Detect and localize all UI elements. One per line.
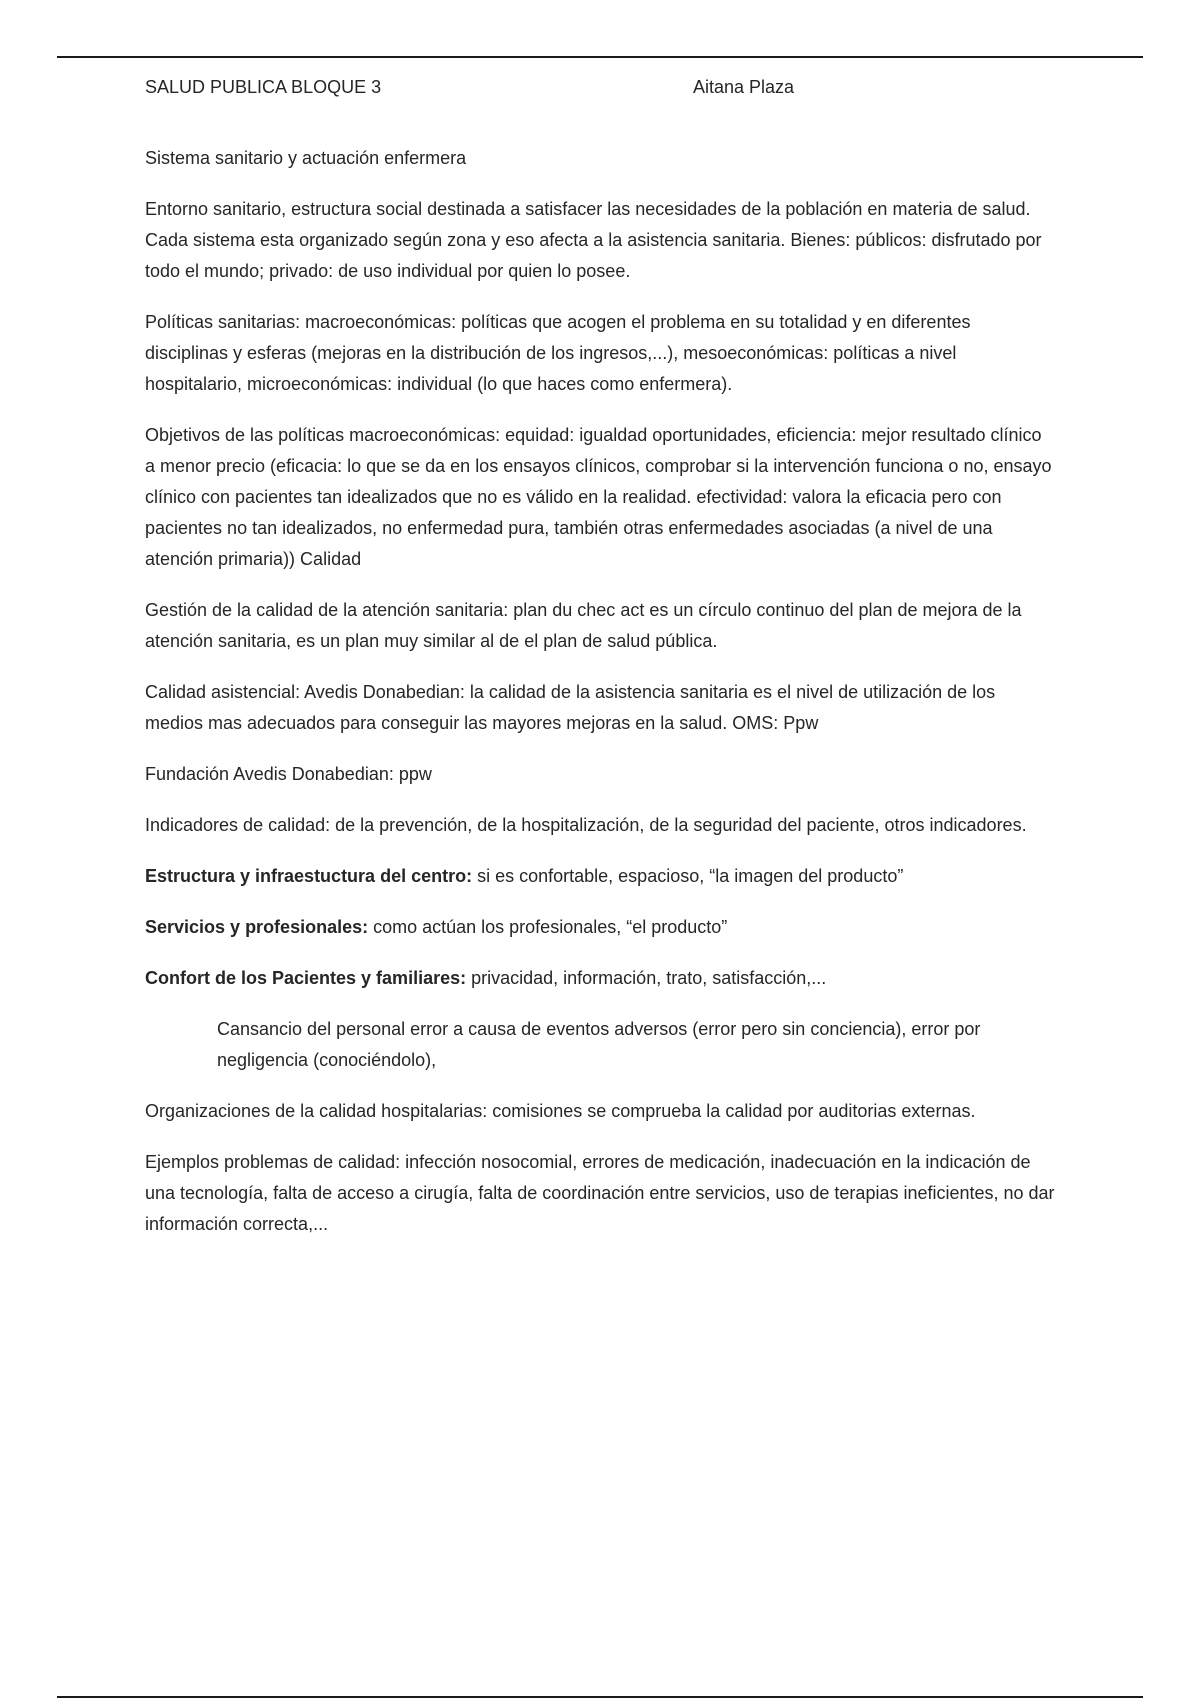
paragraph-fundacion: Fundación Avedis Donabedian: ppw xyxy=(145,764,432,784)
paragraph-servicios xyxy=(145,912,1055,943)
author-name: Aitana Plaza xyxy=(693,77,795,97)
paragraph-confort xyxy=(145,963,1055,994)
term-estructura: Estructura y infraestuctura del centro: xyxy=(145,866,473,886)
definition-estructura: si es confortable, espacioso, “la imagen del producto” xyxy=(472,866,904,886)
definition-confort: privacidad, información, trato, satisfacción,... xyxy=(466,968,827,988)
paragraph-organizaciones: Organizaciones de la calidad hospitalarias: comisiones se comprueba la calidad por auditorias externas. xyxy=(145,1101,976,1121)
document-title: SALUD PUBLICA BLOQUE 3 xyxy=(145,77,382,97)
paragraph-section-title: Sistema sanitario y actuación enfermera xyxy=(145,148,467,168)
footer-rule xyxy=(57,1696,1143,1698)
paragraph-cansancio: Cansancio del personal error a causa de eventos adversos (error pero sin conciencia), error por negligencia (conociéndolo), xyxy=(217,1019,981,1070)
paragraph-entorno-sanitario: Entorno sanitario, estructura social destinada a satisfacer las necesidades de la población en materia de salud. Cada sistema esta organizado según zona y eso afecta a la asistencia sanitaria. Bienes: públicos: disfrutado por todo el mundo; privado: de uso individual por quien lo posee. xyxy=(145,199,1042,281)
term-confort: Confort de los Pacientes y familiares: xyxy=(145,968,467,988)
paragraph-objetivos: Objetivos de las políticas macroeconómicas: equidad: igualdad oportunidades, eficiencia: mejor resultado clínico a menor precio (eficacia: lo que se da en los ensayos clínicos, comprobar si la intervención funciona o no, ensayo clínico con pacientes tan idealizados que no es válido en la realidad. efectividad: valora la eficacia pero con pacientes no tan idealizados, no enfermedad pura, también otras enfermedades asociadas (a nivel de una atención primaria)) Calidad xyxy=(145,425,1052,569)
paragraph-gestion-calidad: Gestión de la calidad de la atención sanitaria: plan du chec act es un círculo continuo del plan de mejora de la atención sanitaria, es un plan muy similar al de el plan de salud pública. xyxy=(145,600,1022,651)
page-header xyxy=(145,73,1045,101)
header-rule xyxy=(57,56,1143,58)
paragraph-calidad-asistencial: Calidad asistencial: Avedis Donabedian: la calidad de la asistencia sanitaria es el nivel de utilización de los medios mas adecuados para conseguir las mayores mejoras en la salud. OMS: Ppw xyxy=(145,682,996,733)
paragraph-estructura xyxy=(145,861,1055,892)
document-body xyxy=(145,143,1055,1260)
paragraph-indicadores: Indicadores de calidad: de la prevención, de la hospitalización, de la seguridad del paciente, otros indicadores. xyxy=(145,815,1027,835)
paragraph-ejemplos: Ejemplos problemas de calidad: infección nosocomial, errores de medicación, inadecuación en la indicación de una tecnología, falta de acceso a cirugía, falta de coordinación entre servicios, uso de terapias ineficientes, no dar información correcta,... xyxy=(145,1152,1055,1234)
paragraph-politicas-sanitarias: Políticas sanitarias: macroeconómicas: políticas que acogen el problema en su totalidad y en diferentes disciplinas y esferas (mejoras en la distribución de los ingresos,...), mesoeconómicas: políticas a nivel hospitalario, microeconómicas: individual (lo que haces como enfermera). xyxy=(145,312,971,394)
definition-servicios: como actúan los profesionales, “el producto” xyxy=(368,917,728,937)
term-servicios: Servicios y profesionales: xyxy=(145,917,369,937)
